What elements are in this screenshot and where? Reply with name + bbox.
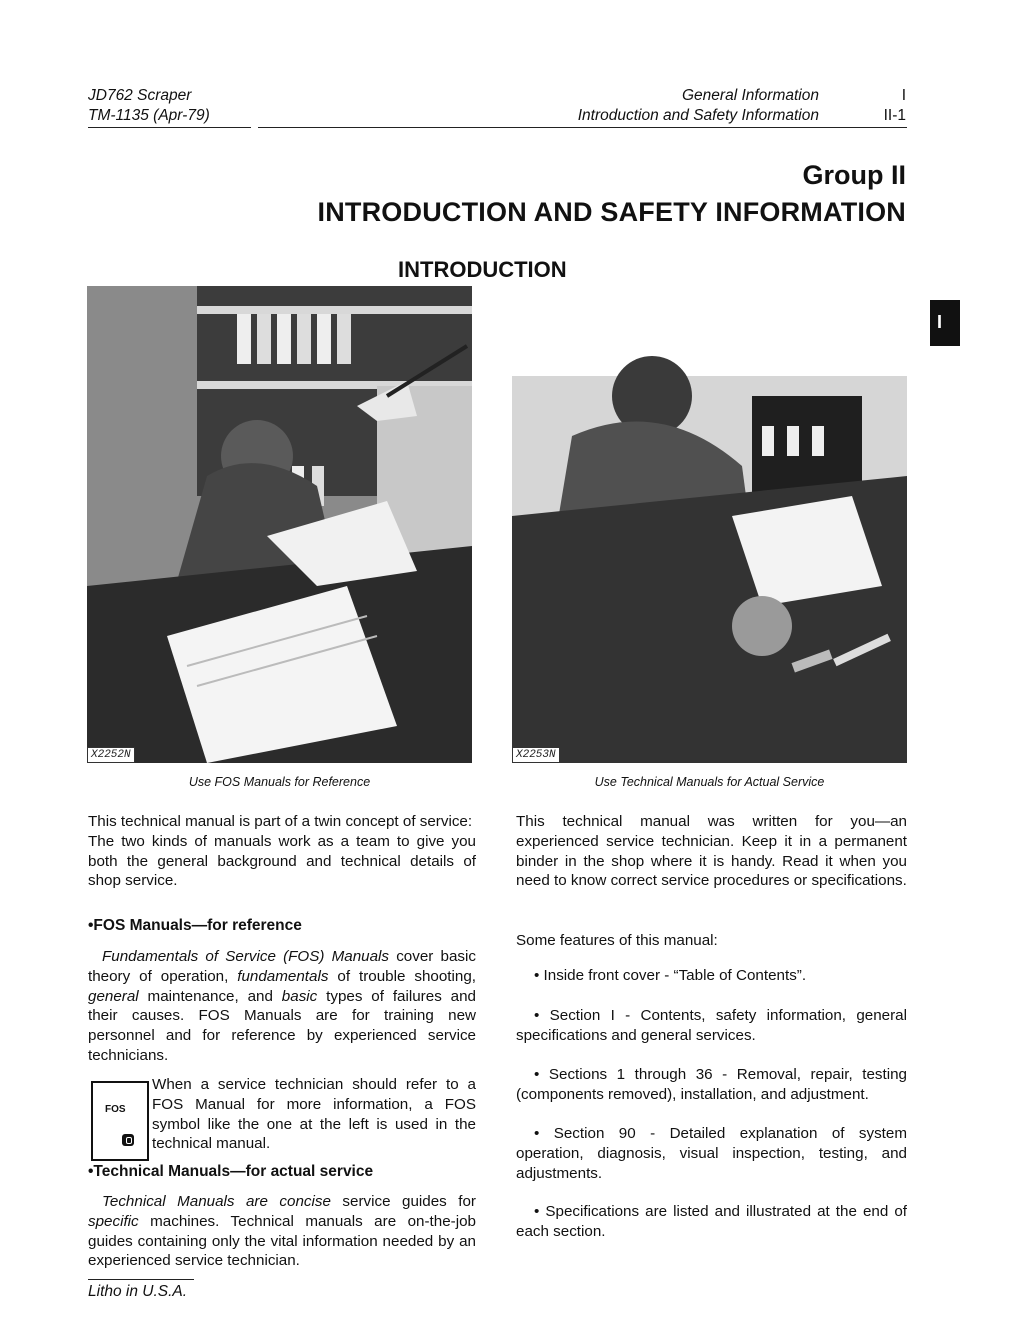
fos-heading: •FOS Manuals—for reference bbox=[88, 917, 302, 934]
photo-fos-reference bbox=[87, 286, 472, 763]
features-intro: Some features of this manual: bbox=[516, 932, 718, 949]
photo-technical-service-image bbox=[512, 286, 907, 763]
header-rule-right bbox=[258, 127, 907, 128]
feature-item: • Section 90 - Detailed explanation of system operation, diagnosis, visual inspection, testing, and adjustments. bbox=[516, 1125, 907, 1182]
header-page-number: II-1 bbox=[883, 107, 906, 124]
fos-symbol-label: FOS bbox=[105, 1104, 126, 1115]
team-paragraph: The two kinds of manuals work as a team to give you both the general background and technical details of shop service. bbox=[88, 832, 476, 890]
fos-symbol-paragraph: When a service technician should refer to a FOS Manual for more information, a FOS symbol like the one at the left is used in the technical manual. bbox=[152, 1076, 476, 1153]
tm-heading: •Technical Manuals—for actual service bbox=[88, 1163, 374, 1180]
feature-item: • Sections 1 through 36 - Removal, repair, testing (components removed), installation, and adjustment. bbox=[516, 1066, 907, 1103]
fos-text-7: basic bbox=[281, 987, 318, 1005]
photo-technical-service bbox=[512, 286, 907, 763]
fos-symbol-icon bbox=[91, 1081, 149, 1161]
left-column bbox=[88, 812, 476, 891]
tm-text-3: specific bbox=[88, 1212, 139, 1230]
photo-id-left: X2252N bbox=[87, 747, 135, 763]
feature-item: • Section I - Contents, safety information, general specifications and general services. bbox=[516, 1007, 907, 1044]
fos-text-2: cover basic theory of operation, bbox=[88, 948, 476, 985]
header-section-title: General Information bbox=[682, 87, 819, 104]
feature-item: • Inside front cover - “Table of Contents”. bbox=[534, 967, 807, 984]
photo-fos-reference-image bbox=[87, 286, 472, 763]
twin-concept-paragraph: This technical manual is part of a twin concept of service: bbox=[88, 813, 473, 830]
fos-text-8: types of failures and their causes. FOS Manuals are for training new personnel and for reference by experienced service technicians. bbox=[88, 987, 476, 1064]
right-intro-paragraph: This technical manual was written for you—an experienced service technician. Keep it in a permanent binder in the shop where it is handy. Read it when you need to know correct service procedures or specifications. bbox=[516, 813, 907, 890]
feature-item: • Specifications are listed and illustrated at the end of each section. bbox=[516, 1203, 907, 1240]
group-title: Group II bbox=[802, 160, 906, 190]
fos-text-4: of trouble shooting, bbox=[328, 967, 476, 985]
photo-caption-right: Use Technical Manuals for Actual Service bbox=[594, 775, 825, 789]
fos-book-icon bbox=[122, 1134, 134, 1146]
header-rule-left bbox=[88, 127, 251, 128]
tm-text-1: Technical Manuals are concise bbox=[102, 1193, 331, 1210]
tm-text-2: service guides for bbox=[330, 1193, 476, 1210]
photo-caption-left: Use FOS Manuals for Reference bbox=[188, 775, 371, 789]
fos-text-5: general bbox=[88, 987, 139, 1005]
fos-text-1: Fundamentals of Service (FOS) Manuals bbox=[102, 948, 390, 965]
tm-paragraph bbox=[88, 1192, 476, 1271]
header-manual-title: JD762 Scraper bbox=[88, 87, 192, 104]
fos-text-3: fundamentals bbox=[237, 967, 329, 985]
main-title: INTRODUCTION AND SAFETY INFORMATION bbox=[317, 197, 906, 227]
header-group-title: Introduction and Safety Information bbox=[577, 107, 819, 124]
header-section-number: I bbox=[901, 87, 906, 104]
tm-text-4: machines. Technical manuals are on-the-job guides containing only the vital information needed by an experienced service technician. bbox=[88, 1212, 476, 1270]
fos-text-6: maintenance, and bbox=[138, 987, 282, 1005]
section-title: INTRODUCTION bbox=[398, 257, 567, 282]
section-tab-label: I bbox=[937, 312, 943, 332]
section-tab-marker bbox=[930, 300, 960, 346]
fos-paragraph bbox=[88, 947, 476, 1066]
photo-id-right: X2253N bbox=[512, 747, 560, 763]
footer-rule bbox=[88, 1279, 194, 1280]
litho-footer: Litho in U.S.A. bbox=[88, 1283, 188, 1300]
header-tm-number: TM-1135 (Apr-79) bbox=[88, 107, 210, 124]
